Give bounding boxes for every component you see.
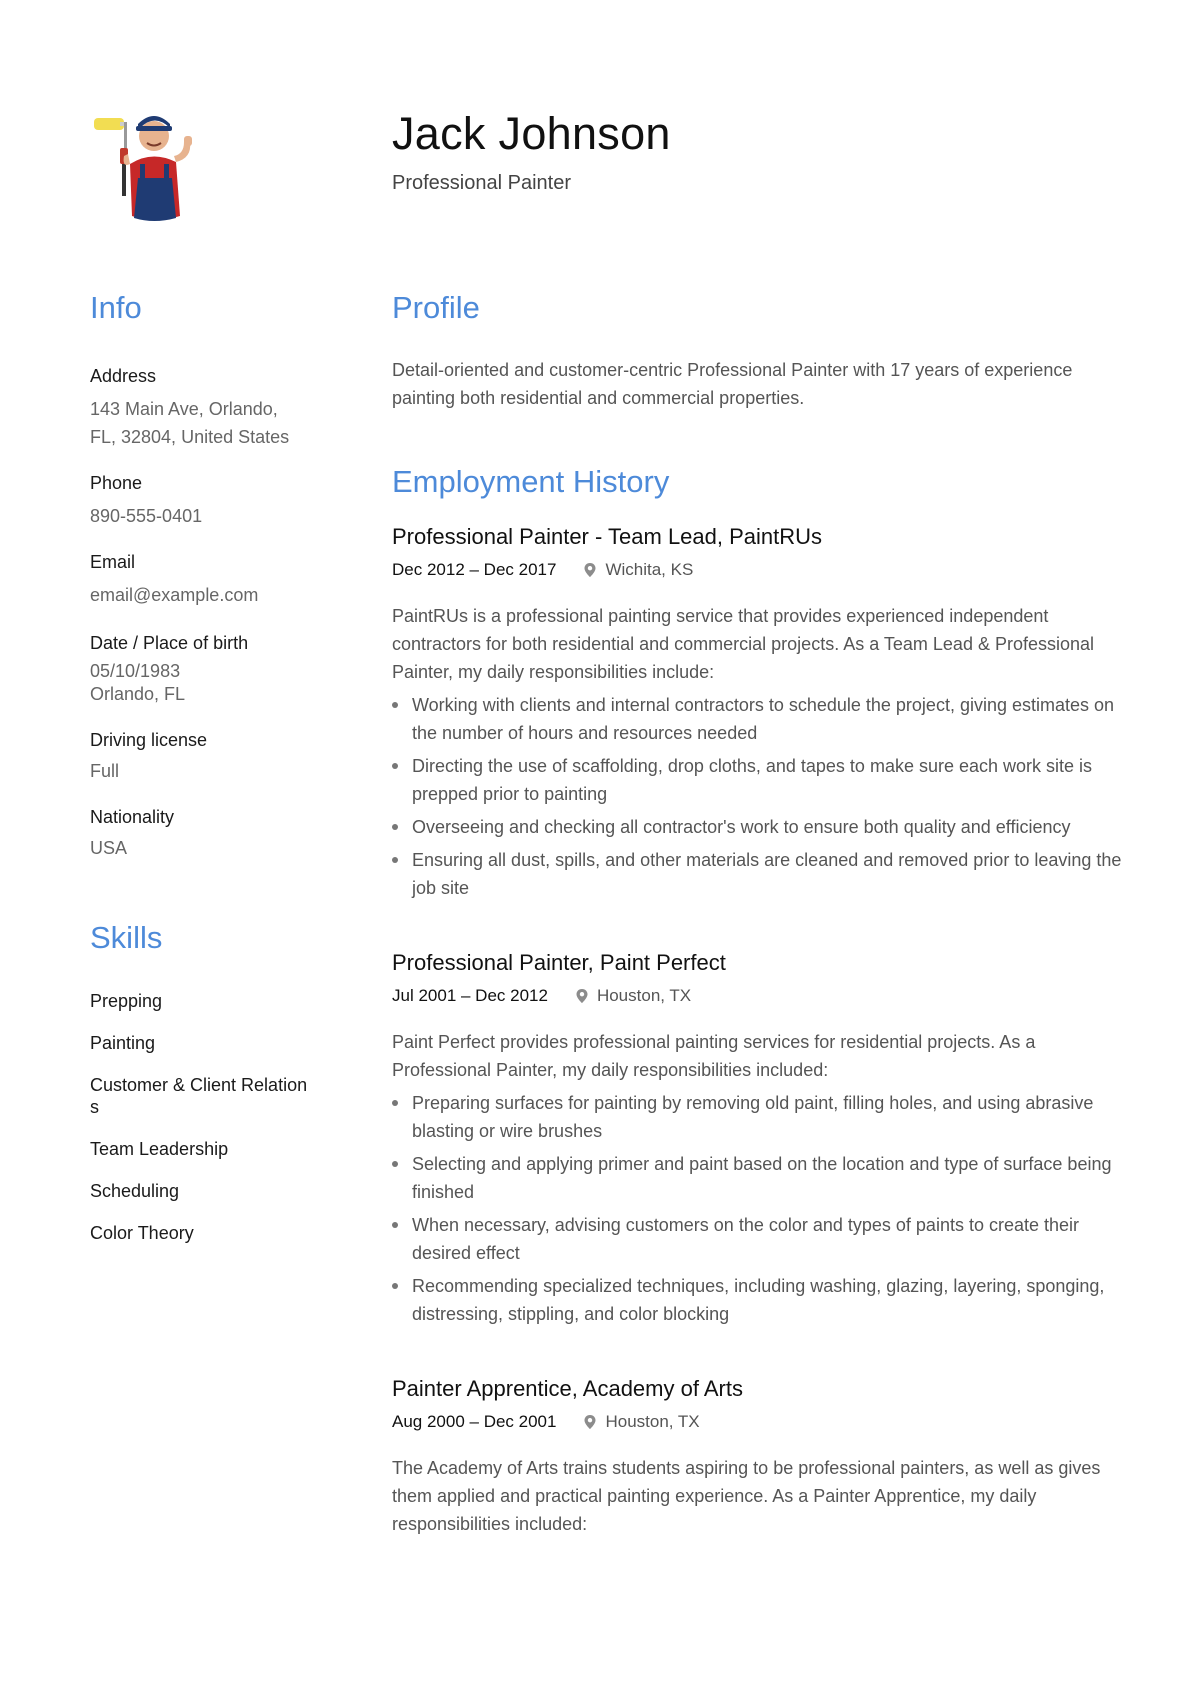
info-label: Date / Place of birth: [90, 633, 249, 653]
painter-photo: [92, 98, 204, 224]
job-entry: [392, 950, 1122, 1328]
info-value: Full: [90, 761, 120, 781]
info-phone: [90, 473, 360, 530]
info-value: 05/10/1983 Orlando, FL: [90, 661, 186, 704]
info-nationality: [90, 807, 360, 862]
profile-heading: Profile: [392, 290, 480, 325]
job-bullet: Recommending specialized techniques, including washing, glazing, layering, sponging, distressing, stippling, and color blocking: [392, 1272, 1122, 1328]
job-description: Paint Perfect provides professional painting services for residential projects. As a Professional Painter, my daily responsibilities included:: [392, 1032, 1036, 1080]
info-label: Email: [90, 552, 136, 572]
info-birth: [90, 633, 360, 706]
skill-item: Prepping: [90, 991, 163, 1011]
candidate-name: Jack Johnson: [392, 108, 671, 159]
job-title: Professional Painter - Team Lead, PaintRUs: [392, 524, 823, 549]
job-title: Painter Apprentice, Academy of Arts: [392, 1376, 743, 1401]
job-bullet: Ensuring all dust, spills, and other materials are cleaned and removed prior to leaving the job site: [392, 846, 1122, 902]
skill-item: Customer & Client Relation s: [90, 1075, 308, 1117]
info-heading: Info: [90, 290, 142, 325]
candidate-title: Professional Painter: [392, 172, 571, 194]
info-value: USA: [90, 838, 128, 858]
job-entry: [392, 1376, 1122, 1538]
job-bullet: Selecting and applying primer and paint based on the location and type of surface being finished: [392, 1150, 1122, 1206]
job-location-text: Houston, TX: [596, 986, 692, 1005]
job-description: PaintRUs is a professional painting service that provides experienced independent contractors for both residential and commercial projects. As a Team Lead & Professional Painter, my daily responsibilities include:: [392, 606, 1095, 682]
info-value: 143 Main Ave, Orlando, FL, 32804, United States: [90, 399, 290, 447]
info-address: [90, 366, 360, 451]
job-location: [584, 560, 693, 580]
info-email: [90, 552, 360, 609]
job-location: [584, 1412, 699, 1432]
info-value[interactable]: email@example.com: [90, 585, 259, 605]
skill-item: Color Theory: [90, 1223, 194, 1243]
info-label: Phone: [90, 473, 143, 493]
skills-heading: Skills: [90, 920, 163, 955]
location-pin-icon: [584, 563, 596, 577]
skills-list: [90, 990, 360, 1244]
job-bullets: [392, 691, 1122, 902]
left-column: [90, 290, 360, 1244]
job-meta: [392, 986, 1122, 1006]
skill-item: Painting: [90, 1033, 156, 1053]
info-value: 890-555-0401: [90, 506, 203, 526]
skill-item: Team Leadership: [90, 1139, 229, 1159]
job-title: Professional Painter, Paint Perfect: [392, 950, 726, 975]
employment-heading: Employment History: [392, 464, 670, 499]
job-bullet: Preparing surfaces for painting by removing old paint, filling holes, and using abrasive blasting or wire brushes: [392, 1089, 1122, 1145]
job-meta: [392, 1412, 1122, 1432]
job-bullet: When necessary, advising customers on the color and types of paints to create their desired effect: [392, 1211, 1122, 1267]
right-column: [392, 290, 1122, 1538]
job-location: [576, 986, 691, 1006]
info-label: Driving license: [90, 730, 208, 750]
job-bullet: Overseeing and checking all contractor's work to ensure both quality and efficiency: [392, 813, 1122, 841]
skill-item: Scheduling: [90, 1181, 180, 1201]
info-label: Nationality: [90, 807, 175, 827]
job-description: The Academy of Arts trains students aspiring to be professional painters, as well as gives them applied and practical painting experience. As a Painter Apprentice, my daily responsibilities included:: [392, 1458, 1101, 1534]
location-pin-icon: [576, 989, 588, 1003]
job-dates: Dec 2012 – Dec 2017: [392, 560, 557, 579]
job-location-text: Wichita, KS: [605, 560, 694, 579]
job-bullet: Directing the use of scaffolding, drop cloths, and tapes to make sure each work site is prepped prior to painting: [392, 752, 1122, 808]
profile-text: Detail-oriented and customer-centric Professional Painter with 17 years of experience painting both residential and commercial properties.: [392, 360, 1073, 408]
job-location-text: Houston, TX: [605, 1412, 700, 1431]
job-dates: Aug 2000 – Dec 2001: [392, 1412, 557, 1431]
info-license: [90, 730, 360, 785]
job-meta: [392, 560, 1122, 580]
job-dates: Jul 2001 – Dec 2012: [392, 986, 548, 1005]
job-bullets: [392, 1089, 1122, 1328]
location-pin-icon: [584, 1415, 596, 1429]
job-entry: [392, 524, 1122, 902]
info-label: Address: [90, 366, 157, 386]
job-bullet: Working with clients and internal contractors to schedule the project, giving estimates on the number of hours and resources needed: [392, 691, 1122, 747]
